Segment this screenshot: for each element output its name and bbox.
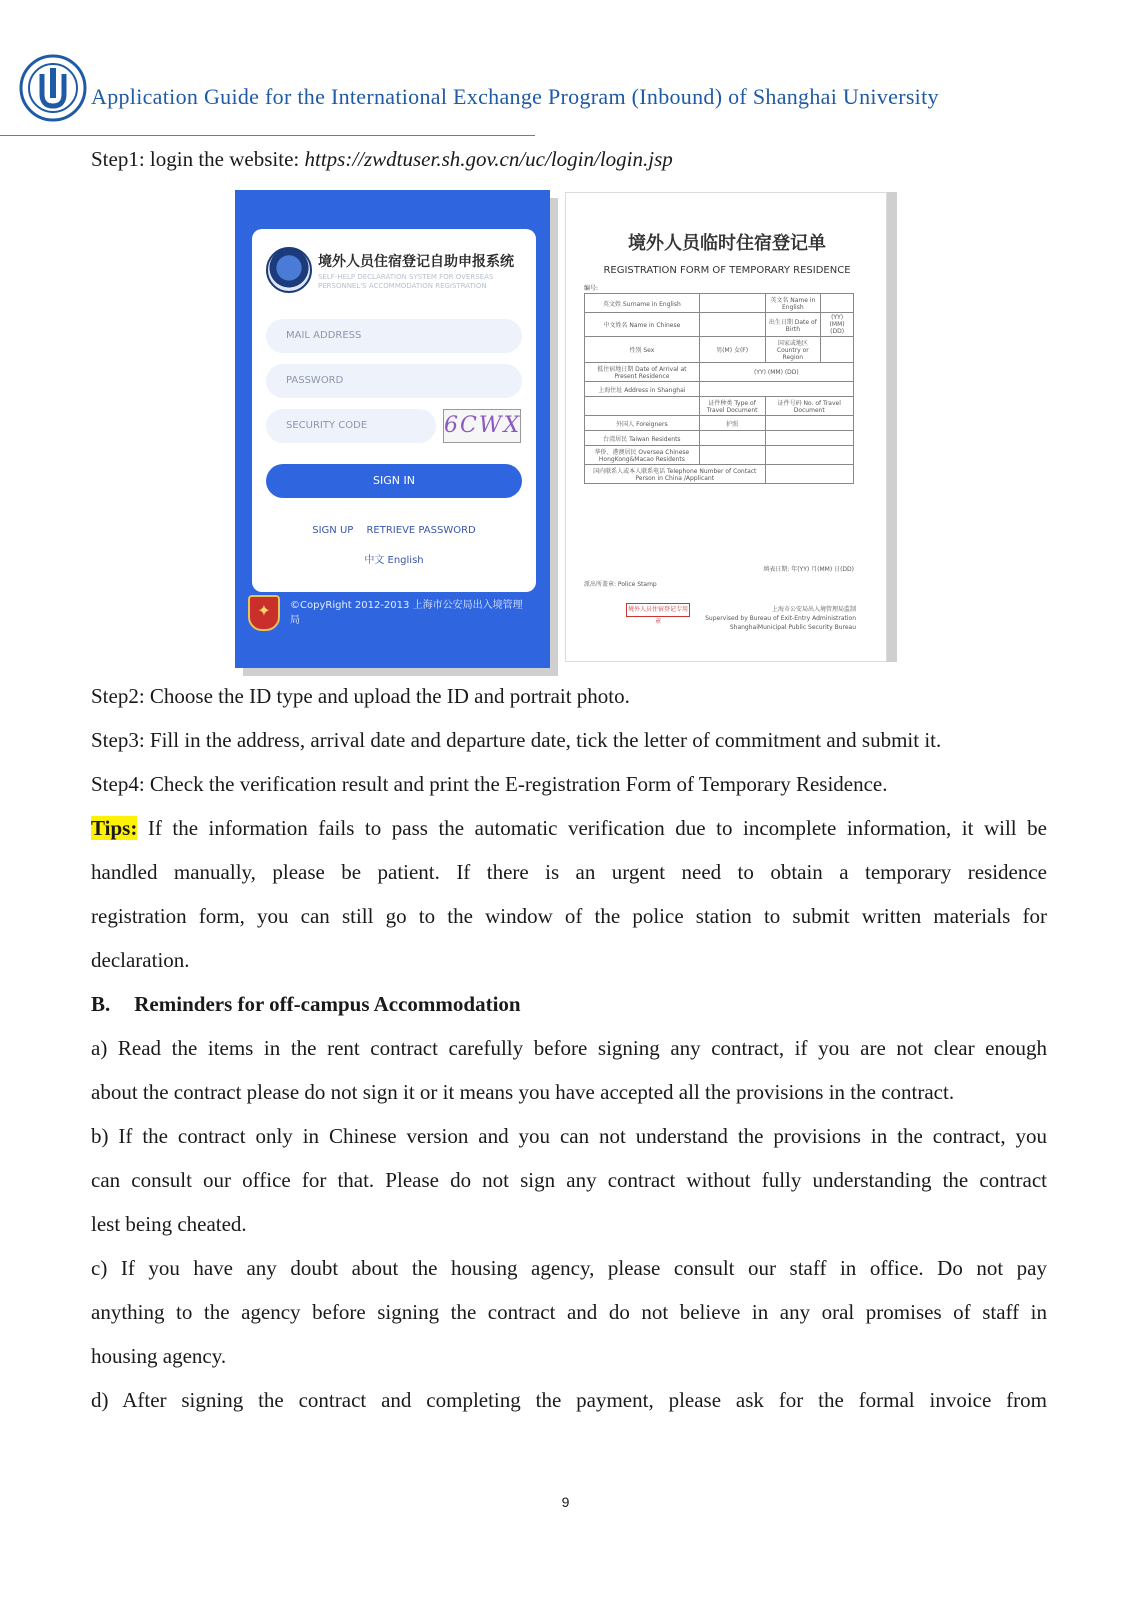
form-cell: 护照 xyxy=(699,416,765,431)
item-a-line-1: a) Read the items in the rent contract carefully before signing any contract, if you are not clear enough xyxy=(91,1036,1047,1060)
form-cell: 上海住址 Address in Shanghai xyxy=(585,382,700,397)
form-cell: 英文名 Name in English xyxy=(765,294,821,313)
item-c-line-2: anything to the agency before signing the contract and do not believe in any oral promises of staff in xyxy=(91,1300,1047,1324)
step2-paragraph: Step2: Choose the ID type and upload the ID and portrait photo. xyxy=(91,684,630,708)
tips-label: Tips: xyxy=(91,816,138,840)
form-cell: 外国人 Foreigners xyxy=(585,416,700,431)
form-cell: 出生日期 Date of Birth xyxy=(765,313,821,337)
form-title: 境外人员临时住宿登记单 xyxy=(628,233,826,254)
sign-up-link[interactable]: SIGN UP xyxy=(312,525,354,536)
form-footer xyxy=(584,565,854,589)
login-system-subtitle: SELF-HELP DECLARATION SYSTEM FOR OVERSEAS PERSONNEL'S ACCOMMODATION REGISTRATION xyxy=(318,273,494,290)
header-divider xyxy=(0,135,535,136)
step1-paragraph xyxy=(91,146,673,172)
item-b-line-2: can consult our office for that. Please do not sign any contract without fully understanding the contract xyxy=(91,1168,1047,1192)
tips-line-3: registration form, you can still go to the window of the police station to submit written materials for xyxy=(91,904,1047,928)
step3-paragraph: Step3: Fill in the address, arrival date and departure date, tick the letter of commitment and submit it. xyxy=(91,728,942,752)
shanghai-university-logo xyxy=(18,46,88,130)
item-a-line-2: about the contract please do not sign it or it means you have accepted all the provisions in the contract. xyxy=(91,1080,955,1104)
form-cell: 台湾居民 Taiwan Residents xyxy=(585,431,700,446)
step1-prefix: Step1: login the website: xyxy=(91,147,305,171)
language-switch[interactable]: 中文 English xyxy=(364,555,424,566)
captcha-image[interactable]: 6CWX xyxy=(443,409,521,443)
login-card xyxy=(252,229,536,592)
step1-url[interactable]: https://zwdtuser.sh.gov.cn/uc/login/login.jsp xyxy=(304,147,673,171)
form-cell: 国内联系人或本人联系电话 Telephone Number of Contact Person in China /Applicant xyxy=(585,465,766,484)
tips-line-1 xyxy=(91,815,1047,841)
item-d-line-1: d) After signing the contract and completing the payment, please ask for the formal invoice from xyxy=(91,1388,1047,1412)
page-number: 9 xyxy=(561,1494,570,1510)
form-supervised-cn: 上海市公安局出入境管理局监制 xyxy=(771,606,856,613)
form-cell: (YY) (MM) (DD) xyxy=(821,313,854,337)
section-b-title: Reminders for off-campus Accommodation xyxy=(134,992,521,1016)
form-supervised-en: Supervised by Bureau of Exit-Entry Administration ShanghaiMunicipal Public Security Bureau xyxy=(705,615,856,631)
form-cell: 抵住宿地日期 Date of Arrival at Present Residence xyxy=(585,363,700,382)
item-b-line-1: b) If the contract only in Chinese version and you can not understand the provisions in the contract, you xyxy=(91,1124,1047,1148)
item-c-line-1: c) If you have any doubt about the housing agency, please consult our staff in office. Do not pay xyxy=(91,1256,1047,1280)
form-cell: 证件号码 No. of Travel Document xyxy=(765,397,854,416)
document-header-title: Application Guide for the International Exchange Program (Inbound) of Shanghai University xyxy=(91,84,939,109)
form-stamp: 境外人员住宿登记专用章 xyxy=(626,603,690,617)
form-cell: 国家或地区 Country or Region xyxy=(765,337,821,363)
form-police-stamp-label: 派出所盖章: Police Stamp xyxy=(584,581,657,588)
retrieve-password-link[interactable]: RETRIEVE PASSWORD xyxy=(366,525,476,536)
item-c-line-3: housing agency. xyxy=(91,1344,227,1368)
login-links xyxy=(252,525,536,536)
form-cell: 证件种类 Type of Travel Document xyxy=(699,397,765,416)
police-emblem-icon xyxy=(266,247,312,293)
section-b-label: B. xyxy=(91,992,111,1016)
page-header xyxy=(0,0,1131,140)
form-cell: 华侨、港澳居民 Oversea Chinese HongKong&Macao Residents xyxy=(585,446,700,465)
tips-line-2: handled manually, please be patient. If there is an urgent need to obtain a temporary residence xyxy=(91,860,1047,884)
login-system-title: 境外人员住宿登记自助申报系统 xyxy=(318,254,514,270)
form-subtitle: REGISTRATION FORM OF TEMPORARY RESIDENCE xyxy=(603,265,851,276)
security-code-field[interactable]: SECURITY CODE xyxy=(266,409,436,443)
form-date-line: 填表日期: 年(YY) 月(MM) 日(DD) xyxy=(763,566,854,573)
police-badge-icon: ✦ xyxy=(248,595,280,631)
form-supervised-by xyxy=(696,605,856,632)
sign-in-button[interactable]: SIGN IN xyxy=(266,464,522,498)
tips-text-1: If the information fails to pass the automatic verification due to incomplete information, it will be xyxy=(147,816,1047,840)
registration-form-image xyxy=(565,192,887,662)
form-cell: 性别 Sex xyxy=(585,337,700,363)
form-table xyxy=(584,293,854,484)
password-field[interactable]: PASSWORD xyxy=(266,364,522,398)
form-cell: (YY) (MM) (DD) xyxy=(699,363,853,382)
form-cell: 男(M) 女(F) xyxy=(699,337,765,363)
form-cell: 英文姓 Surname in English xyxy=(585,294,700,313)
login-copyright: ©CopyRight 2012-2013 上海市公安局出入境管理局 xyxy=(290,600,523,626)
item-b-line-3: lest being cheated. xyxy=(91,1212,247,1236)
section-b-heading xyxy=(91,991,521,1017)
form-number-label: 编号: xyxy=(584,285,599,292)
form-cell: 中文姓名 Name in Chinese xyxy=(585,313,700,337)
mail-address-field[interactable]: MAIL ADDRESS xyxy=(266,319,522,353)
registration-screenshots-figure xyxy=(235,190,905,678)
tips-line-4: declaration. xyxy=(91,948,190,972)
step4-paragraph: Step4: Check the verification result and print the E-registration Form of Temporary Residence. xyxy=(91,772,888,796)
login-screen xyxy=(235,190,550,668)
